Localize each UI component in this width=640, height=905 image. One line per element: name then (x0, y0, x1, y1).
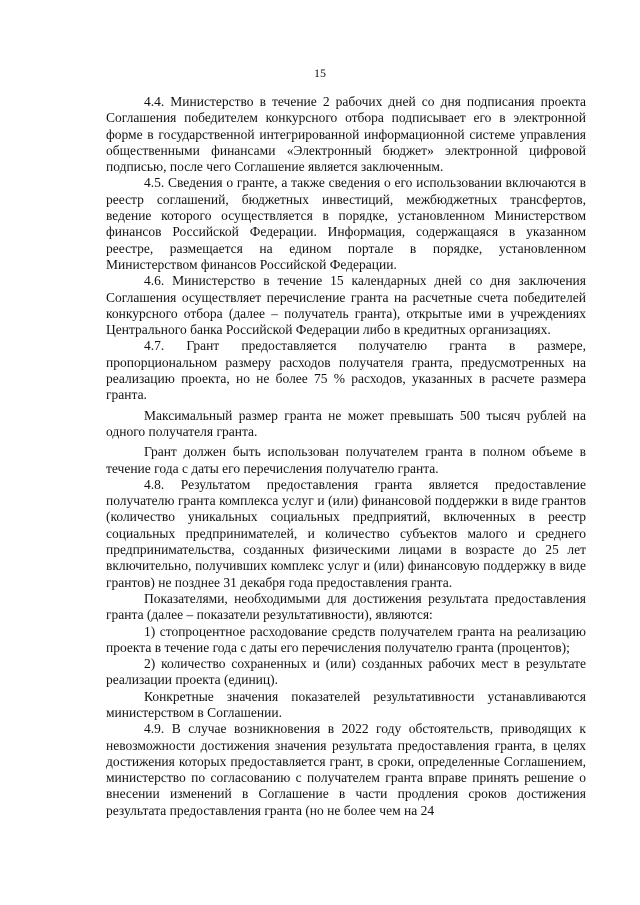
paragraph-4-7: 4.7. Грант предоставляется получателю гранта в размере, пропорциональном размеру расходов получателя гранта, предусмотренных на реализацию проекта, но не более 75 % расходов, указанных в расчете размера гранта. (106, 338, 586, 403)
paragraph-indicators-intro: Показателями, необходимыми для достижения результата предоставления гранта (далее – показатели результативности), являются: (106, 590, 586, 623)
paragraph-grant-usage: Грант должен быть использован получателем гранта в полном объеме в течение года с даты его перечисления получателю гранта. (106, 444, 586, 476)
paragraph-4-6: 4.6. Министерство в течение 15 календарных дней со дня заключения Соглашения осуществляет перечисление гранта на расчетные счета победителей конкурсного отбора (далее – получатель гранта), открытые ими в учреждениях Центрального банка Российской Федерации либо в кредитных организациях. (106, 273, 586, 338)
paragraph-4-4: 4.4. Министерство в течение 2 рабочих дней со дня подписания проекта Соглашения победителем конкурсного отбора подписывает его в электронной форме в государственной интегрированной информационной системе управления общественными финансами «Электронный бюджет» электронной цифровой подписью, после чего Соглашение является заключенным. (106, 94, 586, 175)
paragraph-4-9: 4.9. В случае возникновения в 2022 году обстоятельств, приводящих к невозможности достижения значения результата предоставления гранта, в целях достижения которых предоставляется грант, в сроки, определенные Соглашением, министерство по согласованию с получателем гранта вправе принять решение о внесении изменений в Соглашение в части продления сроков достижения результата предоставления гранта (но не более чем на 24 (106, 721, 586, 818)
paragraph-indicator-2: 2) количество сохраненных и (или) созданных рабочих мест в результате реализации проекта (единиц). (106, 656, 586, 688)
paragraph-max-grant: Максимальный размер гранта не может превышать 500 тысяч рублей на одного получателя гранта. (106, 407, 586, 439)
paragraph-4-5: 4.5. Сведения о гранте, а также сведения о его использовании включаются в реестр соглашений, бюджетных инвестиций, межбюджетных трансфертов, ведение которого осуществляется в порядке, установленном Министерством финансов Российской Федерации. Информация, содержащаяся в указанном реестре, размещается на едином портале в порядке, установленном Министерством финансов Российской Федерации. (106, 175, 586, 272)
paragraph-4-8: 4.8. Результатом предоставления гранта является предоставление получателю гранта комплекса услуг и (или) финансовой поддержки в виде грантов (количество уникальных социальных предприятий, включенных в реестр социальных предпринимателей, и количество субъектов малого и среднего предпринимательства, созданных физическими лицами в возрасте до 25 лет включительно, получивших комплекс услуг и (или) финансовую поддержку в виде грантов) не позднее 31 декабря года предоставления гранта. (106, 476, 586, 590)
page-number: 15 (314, 66, 326, 80)
paragraph-indicator-1: 1) стопроцентное расходование средств получателем гранта на реализацию проекта в течение года с даты его перечисления получателю гранта (процентов); (106, 623, 586, 655)
paragraph-indicator-values: Конкретные значения показателей результативности устанавливаются министерством в Соглашении. (106, 688, 586, 720)
document-body (106, 94, 586, 819)
